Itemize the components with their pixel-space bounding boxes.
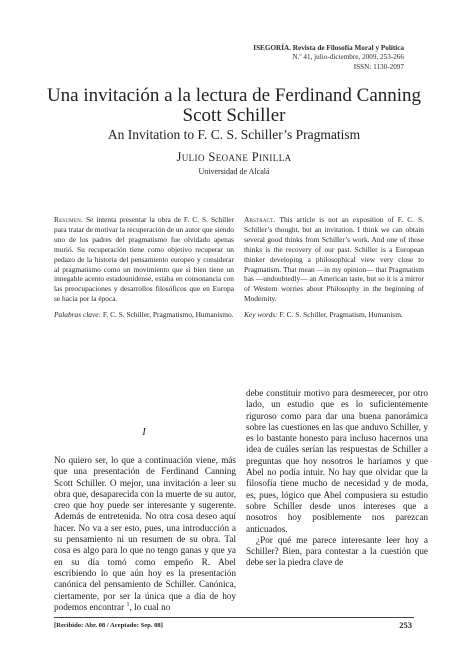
body-paragraph	[54, 455, 236, 613]
abstract-english-label: Abstract.	[244, 215, 276, 224]
body-left-end: , lo cual no	[129, 601, 171, 612]
article-subtitle: An Invitation to F. C. S. Schiller’s Pragmatism	[107, 127, 361, 142]
author-name: Julio Seoane Pinilla	[176, 150, 292, 164]
article-title: Una invitación a la lectura de Ferdinand Canning Scott Schiller	[46, 85, 422, 126]
author-affiliation: Universidad de Alcalá	[198, 167, 270, 176]
abstract-english-text: This article is not an exposition of F. C. S. Schiller’s thought, but an invitation. I think we can obtain several good thinks from Schiller’s work. And one of those thinks is the recovery of our past. Schiller is a European thinker developing a philosophical view very close to Pragmatism. That mean —in my opinion— that Pragmatism has —undoubtedly— an American taste, but so it is a mirror of Western worries about Philosophy in the beginning of Modernity.	[244, 215, 424, 304]
abstract-english-body	[244, 215, 424, 304]
journal-issue: N.º 41, julio-diciembre, 2009, 253-266	[292, 53, 404, 62]
abstract-spanish-label: Resumen.	[54, 215, 83, 224]
keywords-spanish-text: F. C. S. Schiller, Pragmatismo, Humanismo.	[102, 310, 234, 320]
footnote-reference[interactable]: 1	[126, 601, 130, 608]
footer-divider	[54, 617, 414, 618]
body-column-right	[246, 388, 428, 569]
keywords-spanish-label: Palabras clave:	[54, 310, 101, 320]
abstract-spanish-body	[54, 215, 234, 304]
keywords-english-text: F. C. S. Schiller, Pragmatism, Humanism.	[279, 310, 403, 320]
footer-dates: [Recibido: Abr. 08 / Aceptado: Sep. 08]	[54, 622, 163, 629]
body-paragraph: debe constituir motivo para desmerecer, por otro lado, un estudio que es lo suficientemente riguroso como para dar una buena panorámica sobre las cuestiones en las que anduvo Schiller, y es lo bastante honesto para incluso hacernos una idea de cuáles serían las respuestas de Schiller a preguntas que hoy nosotros le haríamos y que Abel no podía intuir. No hay que olvidar que la filosofía tiene mucho de necesidad y de moda, es, pues, lógico que Abel compusiera su estudio sobre Schiller desde unos intereses que a nosotros hoy posiblemente nos parezcan anticuados.	[246, 388, 428, 534]
abstract-english	[244, 215, 424, 320]
journal-header	[174, 44, 404, 72]
abstract-spanish-text: Se intenta presentar la obra de F. C. S. Schiller para tratar de motivar la recuperación de un autor que siendo uno de los padres del pragmatismo fue olvidado apenas murió. Su recuperación tiene como objetivo recuperar un pedazo de la historia del pensamiento europeo y considerar al pragmatismo como un movimiento que si bien tiene un innegable acento estadounidense, estaba en consonancia con las preocupaciones y desarrollos filosóficos que en Europa se hacía por la época.	[54, 215, 234, 304]
keywords-spanish	[54, 310, 234, 320]
section-number: I	[142, 427, 146, 438]
keywords-english	[244, 310, 424, 320]
body-paragraph: ¿Por qué me parece interesante leer hoy a Schiller? Bien, para contestar a la cuestión que debe ser la piedra clave de	[246, 534, 428, 568]
abstract-spanish	[54, 215, 234, 320]
journal-name: ISEGORÍA. Revista de Filosofía Moral y Política	[253, 44, 404, 52]
body-column-left	[54, 455, 236, 613]
keywords-english-label: Key words:	[244, 310, 278, 320]
page-number: 253	[399, 620, 412, 630]
journal-issn: ISSN: 1130-2097	[353, 62, 404, 71]
body-left-text: No quiero ser, lo que a continuación viene, más que una presentación de Ferdinand Canning Scott Schiller. O mejor, una invitación a leer su obra que, desaparecida con la muerte de su autor, creo que hoy puede ser interesante y sugerente. Además de entretenida. No otra cosa deseo aquí hacer. No va a ser esto, pues, una introducción a su pensamiento ni un resumen de su obra. Tal cosa es algo para lo que no tengo ganas y que ya en su día tomó como empeño R. Abel escribiendo lo que aún hoy es la presentación canónica del pensamiento de Schiller. Canónica, ciertamente, por ser la única que a día de hoy podemos encontrar	[54, 455, 236, 612]
